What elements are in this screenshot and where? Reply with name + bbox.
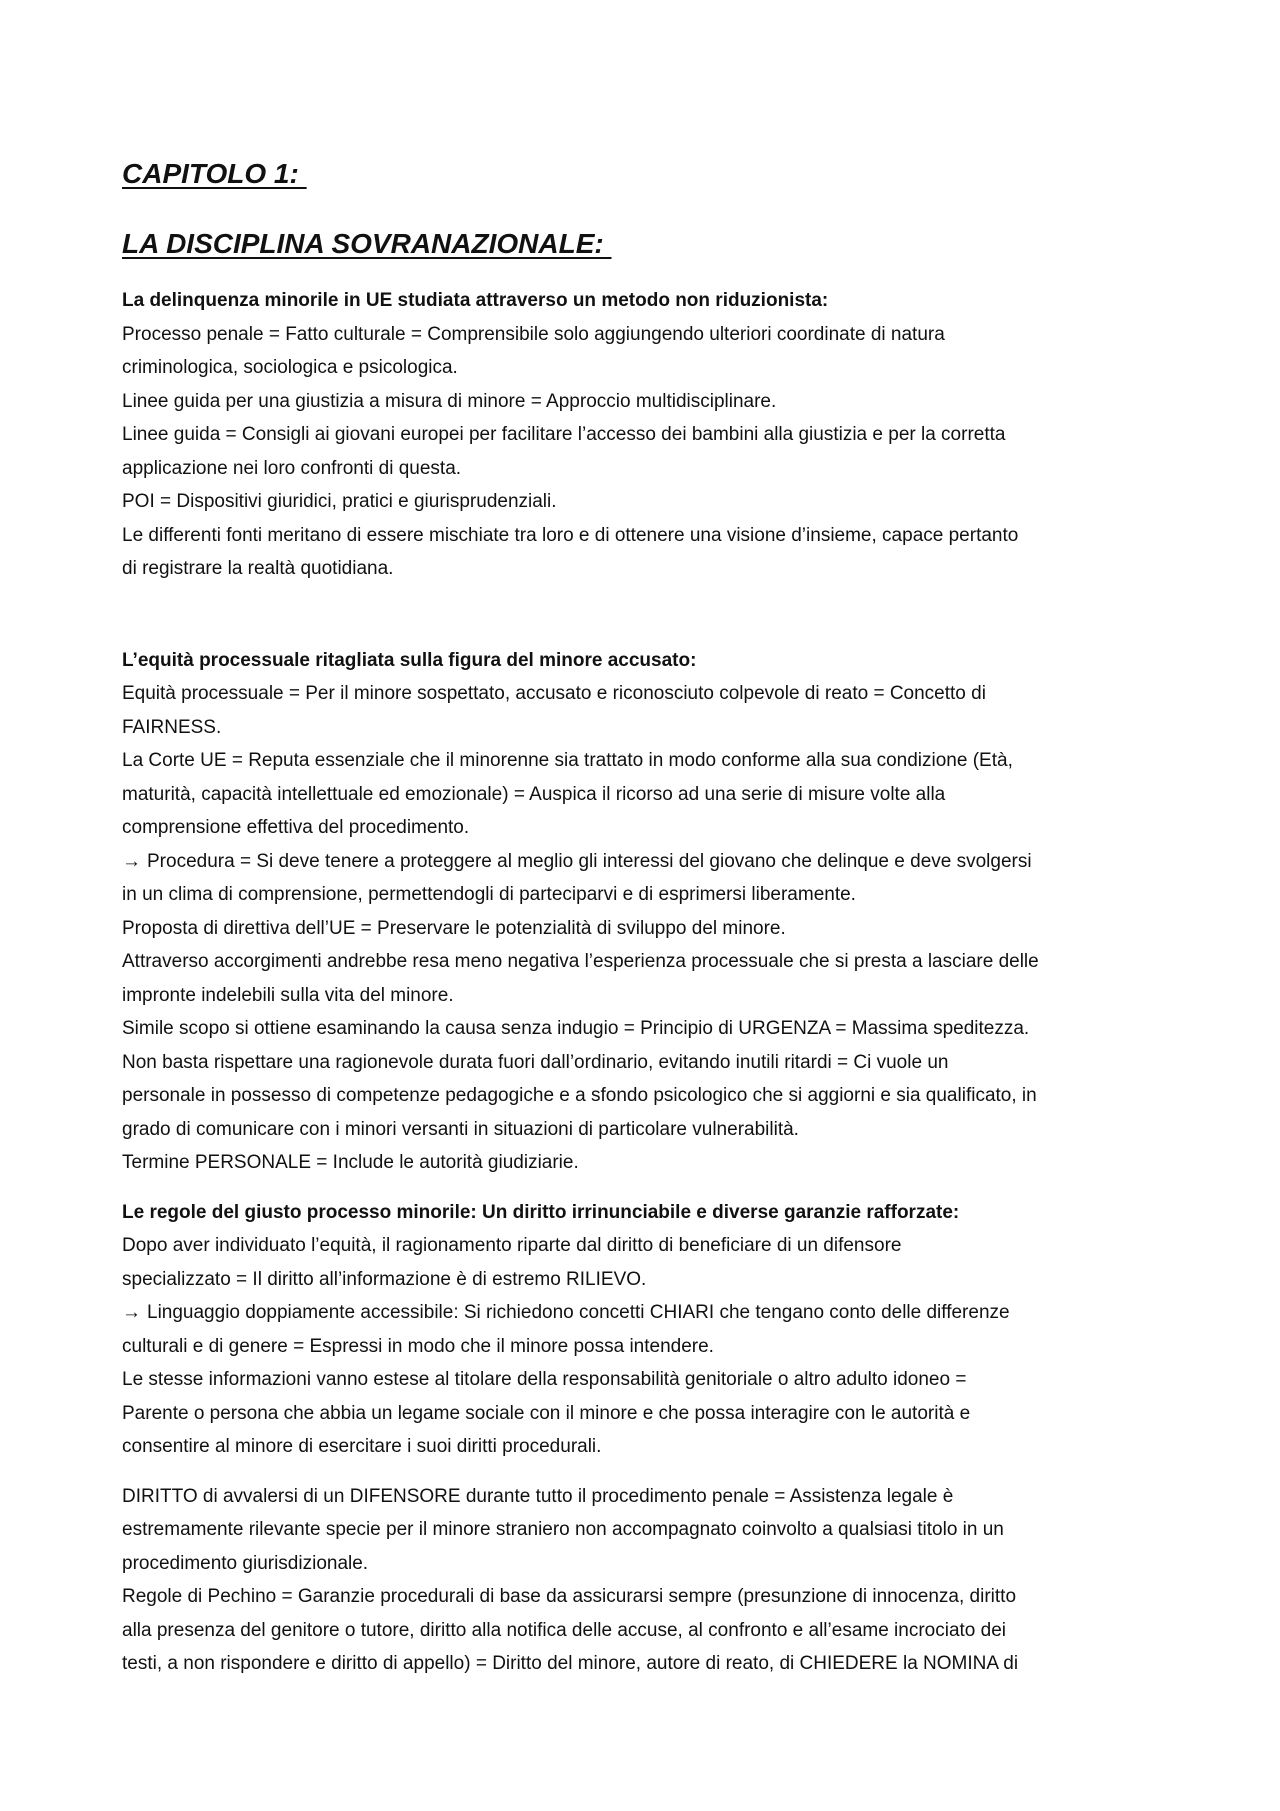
text-line: Non basta rispettare una ragionevole durata fuori dall’ordinario, evitando inutili ritardi = Ci vuole un — [122, 1051, 949, 1073]
text-line: Attraverso accorgimenti andrebbe resa meno negativa l’esperienza processuale che si presta a lasciare delle — [122, 951, 1039, 972]
text-line: Simile scopo si ottiene esaminando la causa senza indugio = Principio di URGENZA = Massima speditezza. — [122, 1018, 1030, 1039]
text-line: Dopo aver individuato l’equità, il ragionamento riparte dal diritto di beneficiare di un difensore — [122, 1235, 902, 1256]
section-regole — [122, 1196, 1172, 1464]
text-line: testi, a non rispondere e diritto di appello) = Diritto del minore, autore di reato, di CHIEDERE la NOMINA di — [122, 1653, 1019, 1674]
arrow-right-icon: → — [122, 850, 141, 872]
section-title: L’equità processuale ritagliata sulla figura del minore accusato: — [122, 649, 697, 671]
text-line: Equità processuale = Per il minore sospettato, accusato e riconosciuto colpevole di reato = Concetto di — [122, 683, 986, 704]
section-title: Le regole del giusto processo minorile: Un diritto irrinunciabile e diverse garanzie rafforzate: — [122, 1201, 960, 1223]
text-line: Processo penale = Fatto culturale = Comprensibile solo aggiungendo ulteriori coordinate di natura — [122, 323, 945, 345]
text-line: di registrare la realtà quotidiana. — [122, 558, 394, 579]
text-line: alla presenza del genitore o tutore, diritto alla notifica delle accuse, al confronto e all’esame incrociato dei — [122, 1619, 1007, 1641]
document-content — [122, 156, 1172, 1681]
text-line: Linee guida per una giustizia a misura di minore = Approccio multidisciplinare. — [122, 390, 777, 412]
text-line: La Corte UE = Reputa essenziale che il minorenne sia trattato in modo conforme alla sua condizione (Età, — [122, 750, 1013, 771]
text-line: Linguaggio doppiamente accessibile: Si richiedono concetti CHIARI che tengano conto delle differenze — [147, 1302, 1010, 1323]
text-line: personale in possesso di competenze pedagogiche e a sfondo psicologico che si aggiorni e sia qualificato, in — [122, 1085, 1037, 1106]
text-line: POI = Dispositivi giuridici, pratici e giurisprudenziali. — [122, 491, 557, 512]
paragraph-gap — [122, 1464, 1172, 1480]
text-line: Parente o persona che abbia un legame sociale con il minore e che possa interagire con le autorità e — [122, 1402, 971, 1424]
text-line: Le differenti fonti meritano di essere mischiate tra loro e di ottenere una visione d’insieme, capace pertanto — [122, 524, 1019, 546]
text-line: criminologica, sociologica e psicologica. — [122, 357, 458, 378]
text-line: DIRITTO di avvalersi di un DIFENSORE durante tutto il procedimento penale = Assistenza legale è — [122, 1485, 954, 1507]
text-line-arrow — [122, 1296, 1172, 1330]
text-line: impronte indelebili sulla vita del minore. — [122, 984, 454, 1006]
section-difensore — [122, 1480, 1172, 1681]
text-line: Proposta di direttiva dell’UE = Preservare le potenzialità di sviluppo del minore. — [122, 917, 786, 939]
text-line: in un clima di comprensione, permettendogli di parteciparvi e di esprimersi liberamente. — [122, 884, 856, 905]
text-line: Linee guida = Consigli ai giovani europei per facilitare l’accesso dei bambini alla giustizia e per la corretta — [122, 424, 1006, 445]
section-equita — [122, 644, 1172, 1180]
text-line: comprensione effettiva del procedimento. — [122, 817, 470, 838]
text-line: Regole di Pechino = Garanzie procedurali di base da assicurarsi sempre (presunzione di innocenza, diritto — [122, 1586, 1017, 1607]
arrow-right-icon: → — [122, 1302, 141, 1323]
text-line: culturali e di genere = Espressi in modo che il minore possa intendere. — [122, 1335, 714, 1357]
section-title: La delinquenza minorile in UE studiata attraverso un metodo non riduzionista: — [122, 290, 829, 311]
text-line: grado di comunicare con i minori versanti in situazioni di particolare vulnerabilità. — [122, 1118, 799, 1140]
text-line: Procedura = Si deve tenere a proteggere al meglio gli interessi del giovano che delinque e deve svolgersi — [147, 850, 1032, 872]
text-line: consentire al minore di esercitare i suoi diritti procedurali. — [122, 1436, 602, 1457]
chapter-heading: CAPITOLO 1: — [122, 158, 307, 189]
paragraph-gap — [122, 586, 1172, 644]
paragraph-gap — [122, 1180, 1172, 1196]
text-line: Le stesse informazioni vanno estese al titolare della responsabilità genitoriale o altro adulto idoneo = — [122, 1369, 967, 1390]
text-line: maturità, capacità intellettuale ed emozionale) = Auspica il ricorso ad una serie di misure volte alla — [122, 783, 946, 805]
section-heading: LA DISCIPLINA SOVRANAZIONALE: — [122, 228, 612, 259]
text-line: Termine PERSONALE = Include le autorità giudiziarie. — [122, 1152, 579, 1173]
text-line: procedimento giurisdizionale. — [122, 1552, 369, 1574]
section-delinquenza — [122, 284, 1172, 586]
text-line: estremamente rilevante specie per il minore straniero non accompagnato coinvolto a qualsiasi titolo in un — [122, 1519, 1004, 1540]
text-line-arrow — [122, 845, 1172, 879]
text-line: specializzato = Il diritto all’informazione è di estremo RILIEVO. — [122, 1268, 647, 1290]
text-line: FAIRNESS. — [122, 716, 222, 738]
text-line: applicazione nei loro confronti di questa. — [122, 457, 462, 479]
